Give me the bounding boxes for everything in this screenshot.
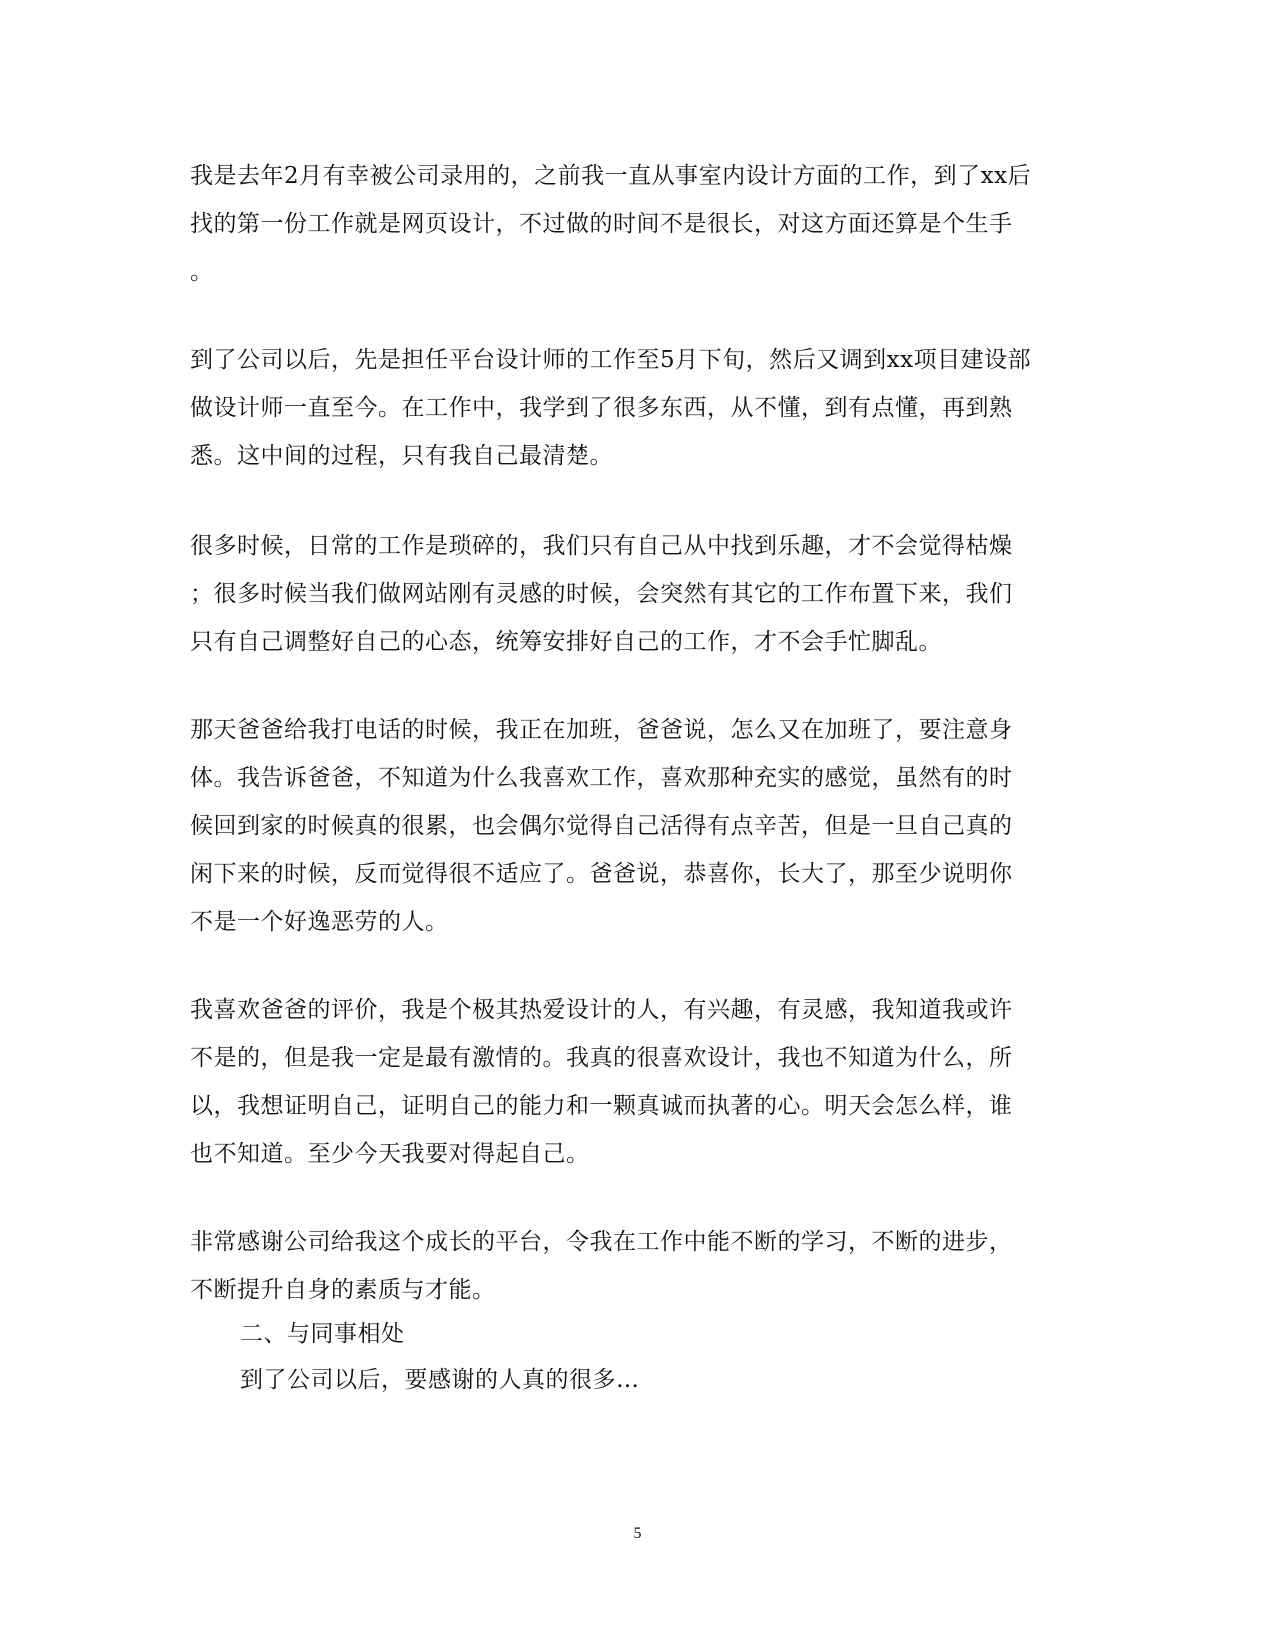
paragraph-5: [190, 986, 1080, 1178]
paragraph-line: 非常感谢公司给我这个成长的平台，令我在工作中能不断的学习，不断的进步，: [190, 1229, 1013, 1255]
paragraph-line: 找的第一份工作就是网页设计，不过做的时间不是很长，对这方面还算是个生手: [190, 211, 1013, 237]
paragraph-line: 我喜欢爸爸的评价，我是个极其热爱设计的人，有兴趣，有灵感，我知道我或许: [190, 997, 1013, 1023]
paragraph-6: [190, 1218, 1080, 1314]
paragraph-line: 不断提升自身的素质与才能。: [190, 1277, 496, 1303]
paragraph-2: [190, 336, 1080, 480]
paragraph-4: [190, 706, 1080, 946]
paragraph-line: 不是的，但是我一定是最有激情的。我真的很喜欢设计，我也不知道为什么，所: [190, 1045, 1013, 1071]
section-intro: 到了公司以后，要感谢的人真的很多…: [240, 1367, 640, 1393]
paragraph-line: 悉。这中间的过程，只有我自己最清楚。: [190, 443, 613, 469]
paragraph-line: 也不知道。至少今天我要对得起自己。: [190, 1141, 590, 1167]
paragraph-1: [190, 152, 1080, 296]
paragraph-line: 体。我告诉爸爸，不知道为什么我喜欢工作，喜欢那种充实的感觉，虽然有的时: [190, 765, 1013, 791]
paragraph-line: 只有自己调整好自己的心态，统筹安排好自己的工作，才不会手忙脚乱。: [190, 629, 942, 655]
paragraph-line: 。: [190, 259, 214, 285]
paragraph-line: 不是一个好逸恶劳的人。: [190, 909, 449, 935]
paragraph-line: 到了公司以后，先是担任平台设计师的工作至5月下旬，然后又调到xx项目建设部: [190, 347, 1032, 373]
section-heading: 二、与同事相处: [240, 1321, 405, 1347]
paragraph-line: 以，我想证明自己，证明自己的能力和一颗真诚而执著的心。明天会怎么样，谁: [190, 1093, 1013, 1119]
paragraph-line: 那天爸爸给我打电话的时候，我正在加班，爸爸说，怎么又在加班了，要注意身: [190, 717, 1013, 743]
paragraph-line: ；很多时候当我们做网站刚有灵感的时候，会突然有其它的工作布置下来，我们: [190, 581, 1013, 607]
paragraph-line: 候回到家的时候真的很累，也会偶尔觉得自己活得有点辛苦，但是一旦自己真的: [190, 813, 1013, 839]
paragraph-3: [190, 522, 1080, 666]
paragraph-line: 闲下来的时候，反而觉得很不适应了。爸爸说，恭喜你，长大了，那至少说明你: [190, 861, 1013, 887]
page-number: 5: [633, 1525, 642, 1542]
paragraph-line: 做设计师一直至今。在工作中，我学到了很多东西，从不懂，到有点懂，再到熟: [190, 395, 1013, 421]
paragraph-line: 我是去年2月有幸被公司录用的，之前我一直从事室内设计方面的工作，到了xx后: [190, 163, 1032, 189]
paragraph-line: 很多时候，日常的工作是琐碎的，我们只有自己从中找到乐趣，才不会觉得枯燥: [190, 533, 1013, 559]
